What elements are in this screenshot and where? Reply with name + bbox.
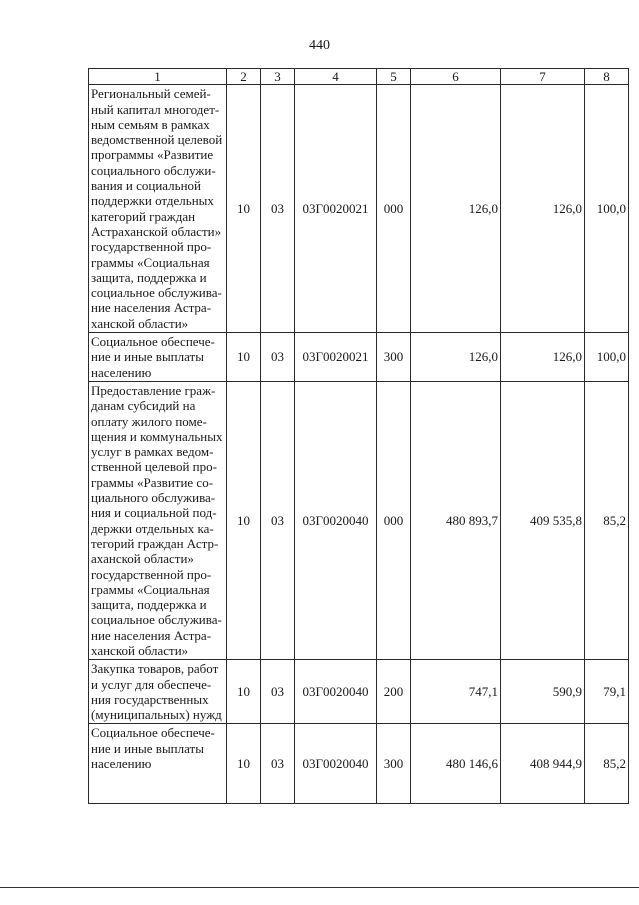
execution-percent: 85,2 (585, 724, 629, 804)
row-description: Региональный семей- ный капитал многодет- ным семьям в рамках ведомственной целевой программы «Развитие социального обслужи- вания и социальной поддержки отдельных категорий граждан Астраханской области» государственной про- граммы «Социальная защита, поддержка и социальное обслужива- ние населения Астра- ханской области» (89, 85, 227, 333)
approved-amount: 126,0 (411, 85, 501, 333)
executed-amount: 408 944,9 (501, 724, 585, 804)
approved-amount: 480 146,6 (411, 724, 501, 804)
column-header: 4 (295, 69, 377, 85)
row-description: Предоставление граж- данам субсидий на оплату жилого поме- щения и коммунальных услуг в рамках ведом- ственной целевой про- граммы «Развитие со- циального обслужива- ния и социальной под- держки отдельных ка- тегорий граждан Астр- аханской области» государственной про- граммы «Социальная защита, поддержка и социальное обслужива- ние населения Астра- ханской области» (89, 381, 227, 659)
expense-type-code: 300 (377, 724, 411, 804)
execution-percent: 85,2 (585, 381, 629, 659)
subsection-code: 03 (261, 333, 295, 382)
subsection-code: 03 (261, 724, 295, 804)
section-code: 10 (227, 724, 261, 804)
table-row (89, 381, 629, 659)
section-code: 10 (227, 333, 261, 382)
page-number: 440 (309, 38, 330, 53)
column-header-row (89, 69, 629, 85)
column-header: 3 (261, 69, 295, 85)
subsection-code: 03 (261, 381, 295, 659)
column-header: 6 (411, 69, 501, 85)
column-header: 8 (585, 69, 629, 85)
target-article-code: 03Г0020040 (295, 660, 377, 724)
expense-type-code: 200 (377, 660, 411, 724)
column-header: 5 (377, 69, 411, 85)
subsection-code: 03 (261, 660, 295, 724)
execution-percent: 79,1 (585, 660, 629, 724)
table-row (89, 724, 629, 804)
target-article-code: 03Г0020021 (295, 333, 377, 382)
row-description: Закупка товаров, работ и услуг для обеспече- ния государственных (муниципальных) нужд (89, 660, 227, 724)
approved-amount: 126,0 (411, 333, 501, 382)
executed-amount: 409 535,8 (501, 381, 585, 659)
execution-percent: 100,0 (585, 333, 629, 382)
budget-table (88, 68, 629, 804)
section-code: 10 (227, 85, 261, 333)
approved-amount: 747,1 (411, 660, 501, 724)
expense-type-code: 000 (377, 85, 411, 333)
row-description: Социальное обеспече- ние и иные выплаты населению (89, 333, 227, 382)
section-code: 10 (227, 381, 261, 659)
section-code: 10 (227, 660, 261, 724)
expense-type-code: 000 (377, 381, 411, 659)
execution-percent: 100,0 (585, 85, 629, 333)
expense-type-code: 300 (377, 333, 411, 382)
target-article-code: 03Г0020021 (295, 85, 377, 333)
executed-amount: 126,0 (501, 85, 585, 333)
target-article-code: 03Г0020040 (295, 724, 377, 804)
table-row (89, 85, 629, 333)
approved-amount: 480 893,7 (411, 381, 501, 659)
executed-amount: 590,9 (501, 660, 585, 724)
target-article-code: 03Г0020040 (295, 381, 377, 659)
table-row (89, 660, 629, 724)
row-description: Социальное обеспече- ние и иные выплаты населению (89, 724, 227, 804)
column-header: 7 (501, 69, 585, 85)
executed-amount: 126,0 (501, 333, 585, 382)
subsection-code: 03 (261, 85, 295, 333)
table-row (89, 333, 629, 382)
column-header: 1 (89, 69, 227, 85)
footer-divider (0, 887, 639, 888)
column-header: 2 (227, 69, 261, 85)
